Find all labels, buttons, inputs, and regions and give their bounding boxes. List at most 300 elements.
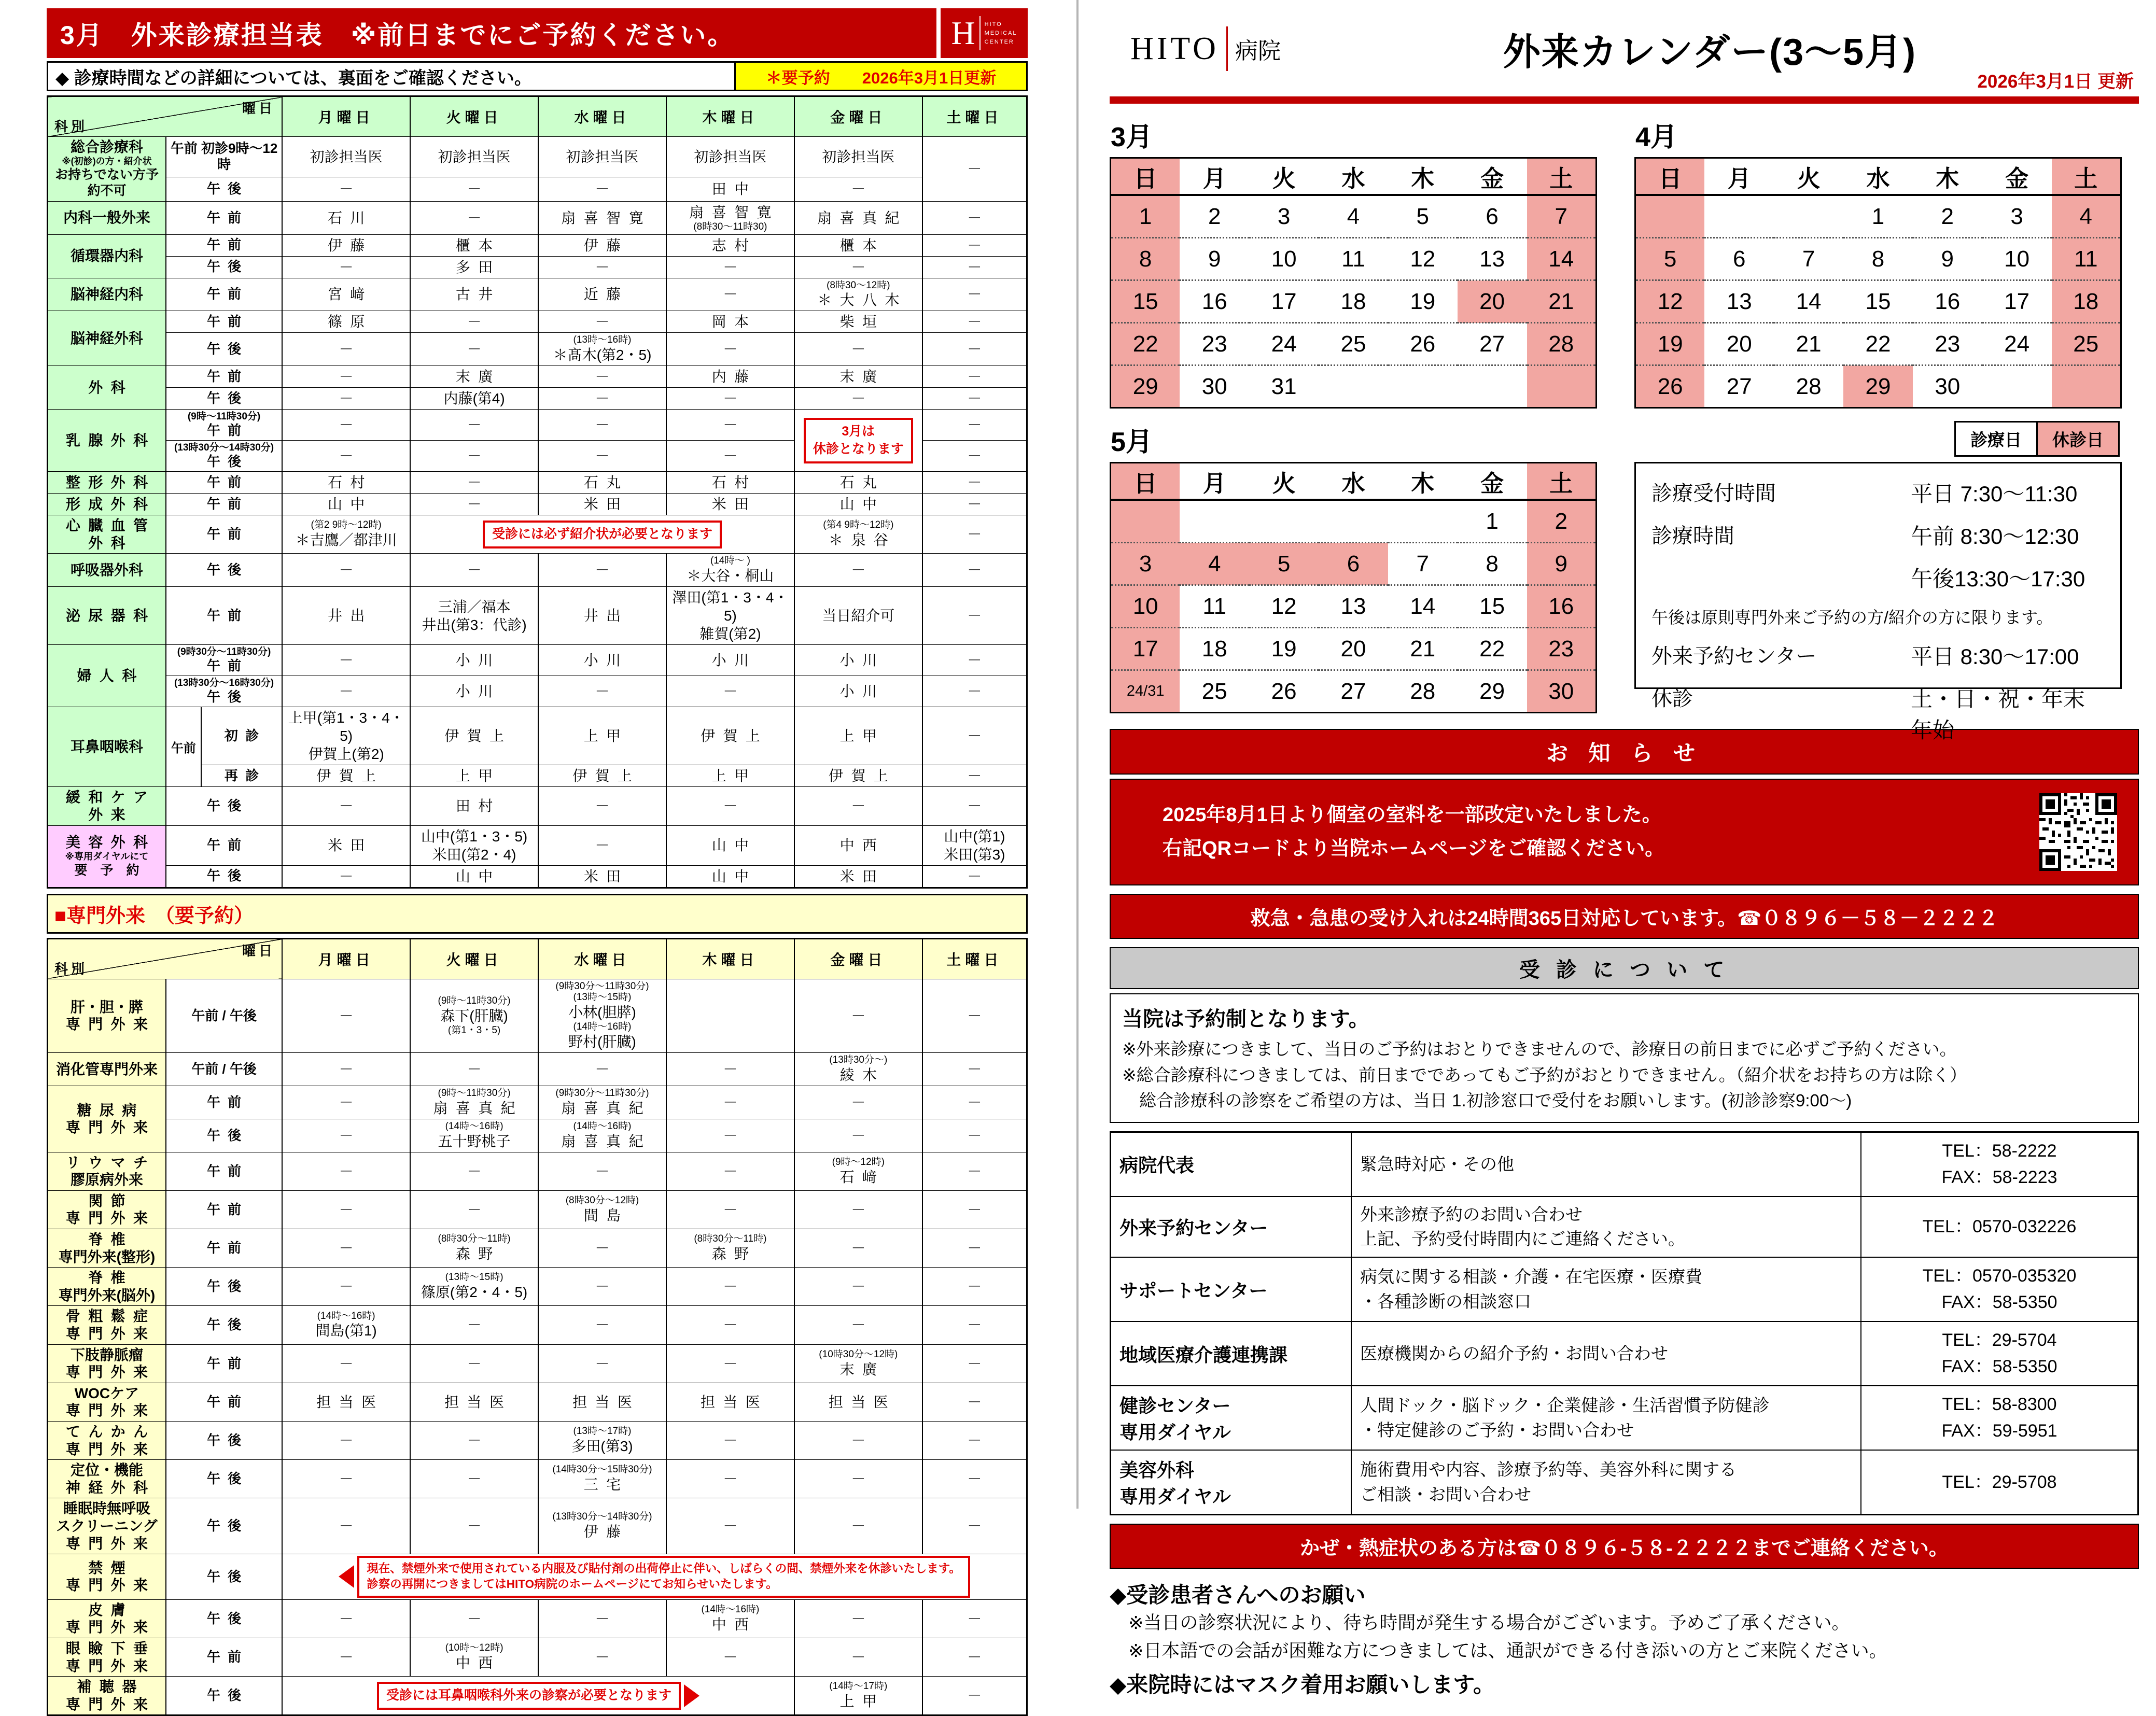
calendar-day: 29 [1843,365,1913,408]
schedule-cell: － [282,1053,410,1086]
hours-label: 診療時間 [1651,525,1734,547]
schedule-cell: 小川 [410,645,538,676]
time-cell: 午前 [166,494,282,515]
calendar-day: 6 [1486,203,1499,229]
time-prefix-cell: 午前 [166,707,201,787]
red-notice-box: 現在、禁煙外来で使用されている内服及び貼付剤の出荷停止に伴い、しばらくの間、禁煙外来を休診いたします。 診察の再開につきましてはHITO病院のホームページにてお知らせいたします。 [357,1556,970,1598]
dept-cell: 形成外科 [48,494,166,515]
schedule-cell: 山中 [666,825,794,865]
weekday-header: 水 [1843,158,1913,195]
left-header [47,8,1028,58]
schedule-cell: 上甲 [666,765,794,787]
schedule-cell: － [538,1638,666,1677]
calendar-day: 6 [1319,543,1388,585]
time-cell: 午後 [166,865,282,888]
schedule-cell: － [922,787,1027,825]
time-cell: 午前 [166,1229,282,1268]
schedule-cell: － [538,787,666,825]
dept-cell: 総合診療科 ※(初診)の方・紹介状 お持ちでない方予約不可 [48,137,166,202]
schedule-cell: － [922,1152,1027,1190]
weekday-header: 日 [1111,158,1180,195]
weekday-header: 金 [1458,463,1527,500]
schedule-cell: － [538,311,666,333]
schedule-cell: － [922,515,1027,554]
dept-cell: 定位・機能 神経外科 [48,1460,166,1498]
schedule-cell: － [410,177,538,201]
corner-dept-label: 科別 [54,961,88,977]
calendar-day: 11 [1319,238,1388,280]
schedule-cell: － [922,311,1027,333]
calendar-march-title: 3月 [1111,122,1153,152]
schedule-cell: 初診担当医 [666,137,794,177]
schedule-cell: － [282,1152,410,1190]
time-cell: 午前 [166,1086,282,1119]
legend-open-day: 診療日 [1954,421,2038,457]
schedule-cell: － [282,1268,410,1306]
calendar-day: 17 [1111,628,1180,670]
schedule-cell: － [410,201,538,234]
notice-text [1131,798,2024,865]
day-header: 木曜日 [666,938,794,979]
schedule-cell: 岡本 [666,311,794,333]
calendar-day: 4 [1347,203,1360,229]
dept-cell: 肝・胆・膵 専門外来 [48,979,166,1053]
schedule-cell: － [666,787,794,825]
schedule-cell: － [922,234,1027,256]
schedule-cell: 三浦／福本 井出(第3：代診) [410,587,538,645]
schedule-cell: － [282,787,410,825]
schedule-cell: － [666,441,794,472]
hito-logo-text: HITO [1130,31,1219,66]
schedule-cell: － [922,366,1027,388]
calendar-day [1319,500,1388,543]
schedule-cell [666,979,794,1053]
schedule-cell: － [410,1421,538,1459]
special-schedule-table [47,938,1028,1716]
schedule-cell: － [922,676,1027,707]
schedule-cell: － [282,441,410,472]
schedule-cell: － [922,1421,1027,1459]
contact-row [1111,1386,2138,1450]
time-cell: (9時～11時30分) 午前 [166,410,282,441]
time-cell: 午前 [166,234,282,256]
schedule-cell: 石丸 [794,472,922,494]
schedule-cell: (9時～12時) 石﨑 [794,1152,922,1190]
schedule-cell: － [410,472,538,494]
schedule-cell: － [794,1229,922,1268]
time-cell: 午後 [166,1498,282,1554]
schedule-cell: － [538,1229,666,1268]
calendar-day: 1 [1111,195,1180,238]
mask-request: ◆来院時にはマスク着用お願いします。 [1110,1672,1495,1697]
calendar-day: 21 [1388,628,1458,670]
schedule-cell: － [538,388,666,410]
schedule-cell: － [794,1268,922,1306]
contact-name: 外来予約センター [1111,1197,1352,1258]
dept-cell: 耳鼻咽喉科 [48,707,166,787]
schedule-cell: － [666,1053,794,1086]
hito-hospital-logo [1130,26,1281,71]
time-cell: 午前 [166,515,282,554]
calendar-day: 12 [1635,280,1705,323]
dept-cell: 睡眠時無呼吸 スクリーニング 専門外来 [48,1498,166,1554]
schedule-cell: － [922,645,1027,676]
calendar-day: 5 [1416,203,1430,229]
calendar-day: 9 [1913,238,1982,280]
calendar-day [1319,365,1388,408]
schedule-cell: 伊賀上 [666,707,794,765]
contact-row [1111,1450,2138,1515]
time-cell: 午後 [166,1268,282,1306]
schedule-cell: － [922,979,1027,1053]
time-cell: 午前 [166,587,282,645]
contacts-table [1110,1131,2139,1516]
schedule-cell: － [922,494,1027,515]
calendar-page-title: 外来カレンダー(3～5月) [1503,32,1917,73]
dept-cell: 泌尿器科 [48,587,166,645]
calendar-day: 30 [1527,670,1597,713]
contact-row [1111,1132,2138,1197]
weekday-header: 木 [1388,158,1458,195]
schedule-cell: 櫃本 [794,234,922,256]
schedule-cell: － [410,494,538,515]
general-schedule-table [47,95,1028,889]
schedule-cell: － [794,1086,922,1119]
schedule-cell: － [666,1498,794,1554]
contact-row [1111,1257,2138,1321]
schedule-cell: 扇喜真紀 [794,201,922,234]
time-cell: 午後 [166,1677,282,1715]
hours-label: 外来予約センター [1651,645,1817,668]
calendar-day: 13 [1319,585,1388,628]
schedule-cell: － [282,554,410,587]
calendar-day: 19 [1249,628,1319,670]
calendar-day: 1 [1486,508,1499,534]
schedule-cell: － [410,1053,538,1086]
schedule-cell: － [282,979,410,1053]
schedule-cell: 石村 [666,472,794,494]
schedule-cell: － [794,554,922,587]
schedule-cell: － [922,554,1027,587]
calendar-day: 24/31 [1111,670,1180,713]
weekday-header: 土 [1527,158,1597,195]
reservation-update-note: ＊要予約 2026年3月1日更新 [736,61,1028,91]
contact-phone: TEL：58-2222 FAX：58-2223 [1861,1132,2138,1197]
schedule-cell: (14時～16時) 五十野桃子 [410,1119,538,1152]
calendar-day: 25 [1180,670,1249,713]
dept-cell: 補聴器 専門外来 [48,1677,166,1715]
schedule-cell: 初診担当医 [538,137,666,177]
calendar-april-title: 4月 [1635,122,1677,152]
schedule-cell: － [538,1306,666,1344]
schedule-cell: － [922,1086,1027,1119]
calendar-day: 31 [1249,365,1319,408]
schedule-cell: － [666,1119,794,1152]
calendar-day: 27 [1458,323,1527,365]
contact-description: 医療機関からの紹介予約・お問い合わせ [1351,1321,1861,1386]
dept-cell: 禁煙 専門外来 [48,1554,166,1600]
calendar-day: 8 [1111,238,1180,280]
dept-cell: 美容外科 ※専用ダイヤルにて 要 予 約 [48,825,166,888]
dept-cell: リウマチ 膠原病外来 [48,1152,166,1190]
schedule-cell: － [922,1306,1027,1344]
schedule-cell: － [538,366,666,388]
dept-cell: 整形外科 [48,472,166,494]
calendar-day: 25 [1319,323,1388,365]
schedule-cell: － [922,472,1027,494]
time-cell: 再診 [201,765,282,787]
time-cell: 午前 [166,1638,282,1677]
schedule-cell: 当日紹介可 [794,587,922,645]
calendar-day: 2 [1941,203,1954,229]
schedule-cell: 末廣 [794,366,922,388]
schedule-cell: 志村 [666,234,794,256]
weekday-header: 土 [1527,463,1597,500]
time-cell: 午前 [166,201,282,234]
calendar-day: 1 [1871,203,1885,229]
calendar-day [1458,365,1527,408]
request-line: ※当日の診察状況により、待ち時間が発生する場合がございます。予めご了承ください。 [1128,1613,1850,1634]
dept-cell: 乳腺外科 [48,410,166,472]
calendar-day: 22 [1458,628,1527,670]
schedule-cell: 田中 [666,177,794,201]
calendar-day: 3 [2010,203,2023,229]
dept-cell: 緩和ケア 外来 [48,787,166,825]
time-cell: 午前 [166,311,282,333]
calendar-day: 8 [1458,543,1527,585]
dept-cell: 眼瞼下垂 専門外来 [48,1638,166,1677]
calendar-day [1774,195,1843,238]
dept-cell: 皮膚 専門外来 [48,1599,166,1638]
notice-line: 右記QRコードより当院ホームページをご確認ください。 [1163,838,1665,860]
schedule-cell: 山中 [282,494,410,515]
schedule-cell: － [666,1306,794,1344]
schedule-cell: 伊賀上 [538,765,666,787]
schedule-cell: － [922,333,1027,366]
calendar-day: 14 [1527,238,1597,280]
schedule-cell: (14時～16時) 中西 [666,1599,794,1638]
time-cell: 午前 [166,278,282,311]
schedule-cell: － [282,1344,410,1383]
schedule-cell: － [666,1344,794,1383]
dept-cell: 循環器内科 [48,234,166,278]
schedule-cell: － [282,366,410,388]
schedule-cell: 澤田(第1・3・4・5) 雑賀(第2) [666,587,794,645]
schedule-cell: 初診担当医 [282,137,410,177]
schedule-cell: － [282,1119,410,1152]
calendar-day: 20 [1319,628,1388,670]
time-cell: 午後 [166,1599,282,1638]
calendar-day: 15 [1843,280,1913,323]
calendar-day: 12 [1388,238,1458,280]
schedule-cell: 初診担当医 [410,137,538,177]
schedule-cell: － [794,256,922,278]
schedule-cell: 担当医 [794,1383,922,1421]
hours-value: 午前 8:30～12:30 [1911,524,2079,548]
calendar-day: 2 [1208,203,1221,229]
schedule-cell: － [666,1152,794,1190]
calendar-day: 7 [1388,543,1458,585]
schedule-cell: (8時30分～11時) 森野 [410,1229,538,1268]
weekday-header: 月 [1180,158,1249,195]
schedule-cell: (14時～16時) 扇喜真紀 [538,1119,666,1152]
hito-logo [941,8,1028,58]
calendar-day: 27 [1319,670,1388,713]
visit-line: 総合診療科の診察をご希望の方は、当日 1.初診窓口で受付をお願いします。(初診診察9:00～) [1122,1091,1852,1110]
calendar-day: 7 [1774,238,1843,280]
weekday-header: 月 [1704,158,1774,195]
calendar-april [1634,113,2122,409]
day-header: 金曜日 [794,96,922,137]
schedule-cell: － [538,177,666,201]
notice-box-cell [282,1554,1027,1600]
calendar-april-table [1634,157,2122,409]
weekday-header: 火 [1249,158,1319,195]
hours-label [1651,562,1911,593]
schedule-cell: 石川 [282,201,410,234]
hours-row [1651,640,2105,671]
calendar-day: 16 [1913,280,1982,323]
calendar-day: 18 [2052,280,2121,323]
schedule-cell: (第2 9時～12時) ＊吉鷹／都津川 [282,515,410,554]
dept-cell: 消化管専門外来 [48,1053,166,1086]
calendar-day [1388,500,1458,543]
schedule-cell: － [666,1421,794,1459]
dept-cell: 骨粗鬆症 専門外来 [48,1306,166,1344]
arrow-left-icon [339,1565,354,1588]
hito-logo-text [985,21,1017,45]
calendar-day: 13 [1704,280,1774,323]
hours-box [1634,462,2122,742]
calendar-day: 26 [1388,323,1458,365]
day-header: 火曜日 [410,96,538,137]
hito-logo-line: MEDICAL [984,30,1017,36]
schedule-cell: － [922,707,1027,765]
calendar-march [1110,113,1597,409]
contact-name: 地域医療介護連携課 [1111,1321,1352,1386]
time-cell: 午前 [166,366,282,388]
schedule-cell: － [666,410,794,441]
schedule-cell: (14時～16時) 間島(第1) [282,1306,410,1344]
weekday-header: 金 [1982,158,2052,195]
schedule-cell: (10時～12時) 中西 [410,1638,538,1677]
schedule-cell: － [922,410,1027,441]
schedule-cell: － [922,201,1027,234]
calendar-day: 8 [1843,238,1913,280]
dept-cell: てんかん 専門外来 [48,1421,166,1459]
hours-value: 平日 8:30～17:00 [1911,644,2079,669]
calendar-day [2052,365,2121,408]
dept-cell: 外科 [48,366,166,410]
patient-requests [1110,1578,2139,1699]
calendar-day: 7 [1527,195,1597,238]
dept-cell: 脳神経外科 [48,311,166,366]
calendar-may-table [1110,462,1597,713]
schedule-cell: － [922,765,1027,787]
contact-name: 病院代表 [1111,1132,1352,1197]
dept-cell: 脊椎 専門外来(脳外) [48,1268,166,1306]
schedule-cell: － [410,441,538,472]
schedule-cell: － [794,1638,922,1677]
schedule-cell: － [794,388,922,410]
schedule-cell: 伊賀上 [410,707,538,765]
dept-cell: WOCケア 専門外来 [48,1383,166,1421]
dept-cell: 下肢静脈瘤 専門外来 [48,1344,166,1383]
calendar-day: 23 [1913,323,1982,365]
time-cell: 午後 [166,1554,282,1600]
schedule-cell: 石丸 [538,472,666,494]
logo-divider [1226,26,1228,71]
hospital-label: 病院 [1235,38,1281,64]
day-header: 月曜日 [282,96,410,137]
schedule-cell: － [922,1344,1027,1383]
time-cell: 初診 [201,707,282,765]
schedule-cell: 小川 [794,645,922,676]
contact-description: 緊急時対応・その他 [1351,1132,1861,1197]
calendar-day: 20 [1704,323,1774,365]
calendar-day: 15 [1111,280,1180,323]
schedule-cell: (14時～17時) 上甲 [794,1677,922,1715]
schedule-cell: (13時30分～14時30分) 伊藤 [538,1498,666,1554]
hours-value: 平日 7:30～11:30 [1911,482,2078,506]
corner-header [48,938,283,979]
dept-cell: 脳神経内科 [48,278,166,311]
schedule-cell: 扇喜智寛 [538,201,666,234]
contact-name: 美容外科 専用ダイヤル [1111,1450,1352,1515]
schedule-cell: － [794,787,922,825]
schedule-cell: － [410,1306,538,1344]
schedule-cell: 米田 [666,494,794,515]
time-cell: 午前 [166,1190,282,1229]
schedule-cell: － [922,1498,1027,1554]
dept-cell: 婦人科 [48,645,166,707]
calendar-day: 23 [1527,628,1597,670]
contact-phone: TEL：0570-035320 FAX：58-5350 [1861,1257,2138,1321]
right-page [1110,5,2139,1699]
weekday-header: 日 [1111,463,1180,500]
day-header: 火曜日 [410,938,538,979]
calendar-day: 14 [1388,585,1458,628]
schedule-cell: 近藤 [538,278,666,311]
calendar-day: 9 [1180,238,1249,280]
time-cell: 午前 / 午後 [166,1053,282,1086]
schedule-cell: 扇喜智寛 (8時30～11時30) [666,201,794,234]
contact-row [1111,1197,2138,1258]
left-subheader [47,61,1028,91]
schedule-cell: 伊藤 [282,234,410,256]
day-header: 金曜日 [794,938,922,979]
time-cell: (13時30分～14時30分) 午後 [166,441,282,472]
contact-phone: TEL：0570-032226 [1861,1197,2138,1258]
schedule-cell: (10時30分～12時) 末廣 [794,1344,922,1383]
time-cell: 午後 [166,1119,282,1152]
schedule-cell: － [282,676,410,707]
schedule-cell: 担当医 [666,1383,794,1421]
hito-logo-line: HITO [984,21,1002,27]
notice-header: お 知 ら せ [1110,729,2139,775]
schedule-cell: － [794,333,922,366]
calendar-day [1111,500,1180,543]
time-cell: 午後 [166,554,282,587]
schedule-cell: 山中 [666,865,794,888]
calendar-march-table [1110,157,1597,409]
day-header: 月曜日 [282,938,410,979]
schedule-cell: － [282,865,410,888]
schedule-cell: (8時30～12時) ＊大八木 [794,278,922,311]
schedule-cell: 担当医 [410,1383,538,1421]
schedule-cell: (8時30分～12時) 間島 [538,1190,666,1229]
weekday-header: 日 [1635,158,1705,195]
